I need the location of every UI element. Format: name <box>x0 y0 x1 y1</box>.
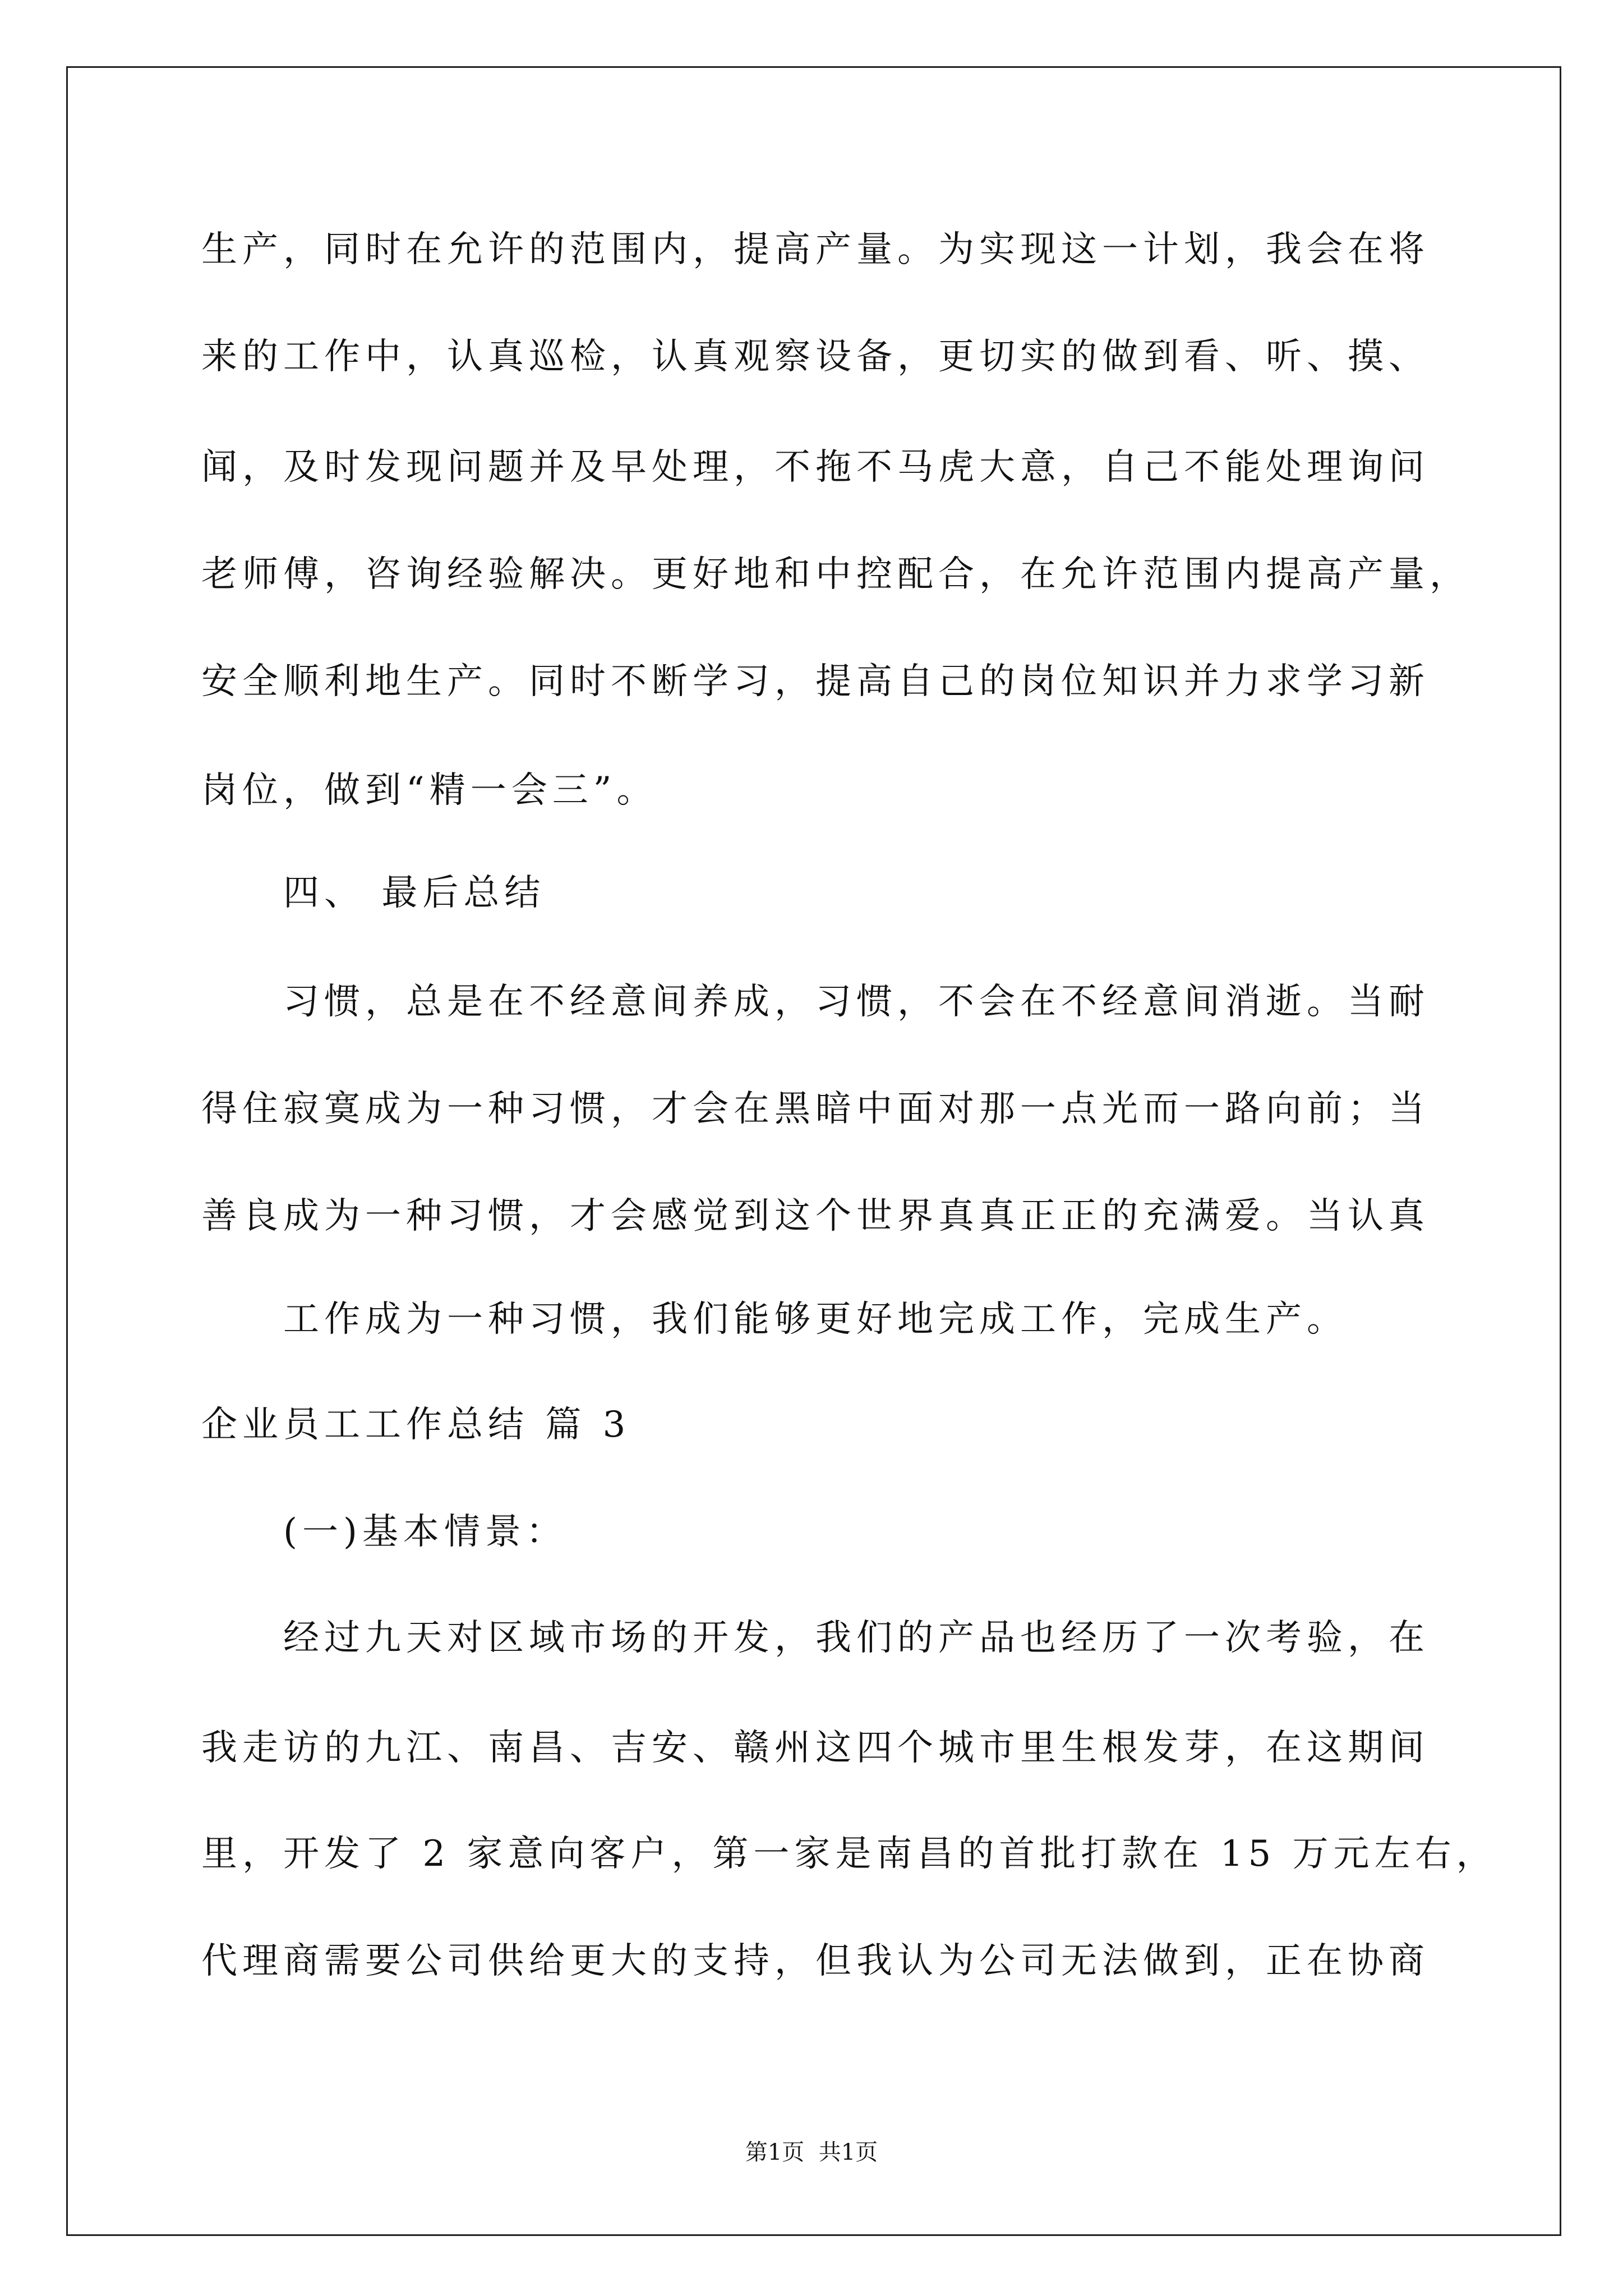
body-text-line: 习惯，总是在不经意间养成，习惯，不会在不经意间消逝。当耐 <box>283 981 1430 1023</box>
body-text-line: 代理商需要公司供给更大的支持，但我认为公司无法做到，正在协商 <box>201 1940 1430 1982</box>
section-heading: 四、 最后总结 <box>283 872 546 914</box>
page-border <box>66 66 1561 2236</box>
body-text-line: 工作成为一种习惯，我们能够更好地完成工作，完成生产。 <box>283 1299 1348 1340</box>
body-text-line: 我走访的九江、南昌、吉安、赣州这四个城市里生根发芽，在这期间 <box>201 1727 1430 1769</box>
body-text-line: 岗位，做到“精一会三”。 <box>201 770 658 811</box>
page-number-footer: 第1页 共1页 <box>745 2139 878 2165</box>
document-section-title: 企业员工工作总结 篇 3 <box>201 1404 631 1446</box>
body-text-line: 安全顺利地生产。同时不断学习，提高自己的岗位知识并力求学习新 <box>201 661 1430 702</box>
body-text-line: 经过九天对区域市场的开发，我们的产品也经历了一次考验，在 <box>283 1617 1430 1659</box>
body-text-line: 老师傅，咨询经验解决。更好地和中控配合，在允许范围内提高产量， <box>201 554 1470 595</box>
body-text-line: 来的工作中，认真巡检，认真观察设备，更切实的做到看、听、摸、 <box>201 336 1430 378</box>
body-text-line: 得住寂寞成为一种习惯，才会在黑暗中面对那一点光而一路向前；当 <box>201 1088 1430 1130</box>
body-text-line: 善良成为一种习惯，才会感觉到这个世界真真正正的充满爱。当认真 <box>201 1195 1430 1237</box>
body-text-line: 里，开发了 2 家意向客户，第一家是南昌的首批打款在 15 万元左右， <box>201 1833 1497 1875</box>
body-text-line: 生产，同时在允许的范围内，提高产量。为实现这一计划，我会在将 <box>201 229 1430 270</box>
body-text-line: 闻，及时发现问题并及早处理，不拖不马虎大意，自己不能处理询问 <box>201 447 1430 488</box>
subsection-heading: (一)基本情景： <box>283 1511 567 1553</box>
